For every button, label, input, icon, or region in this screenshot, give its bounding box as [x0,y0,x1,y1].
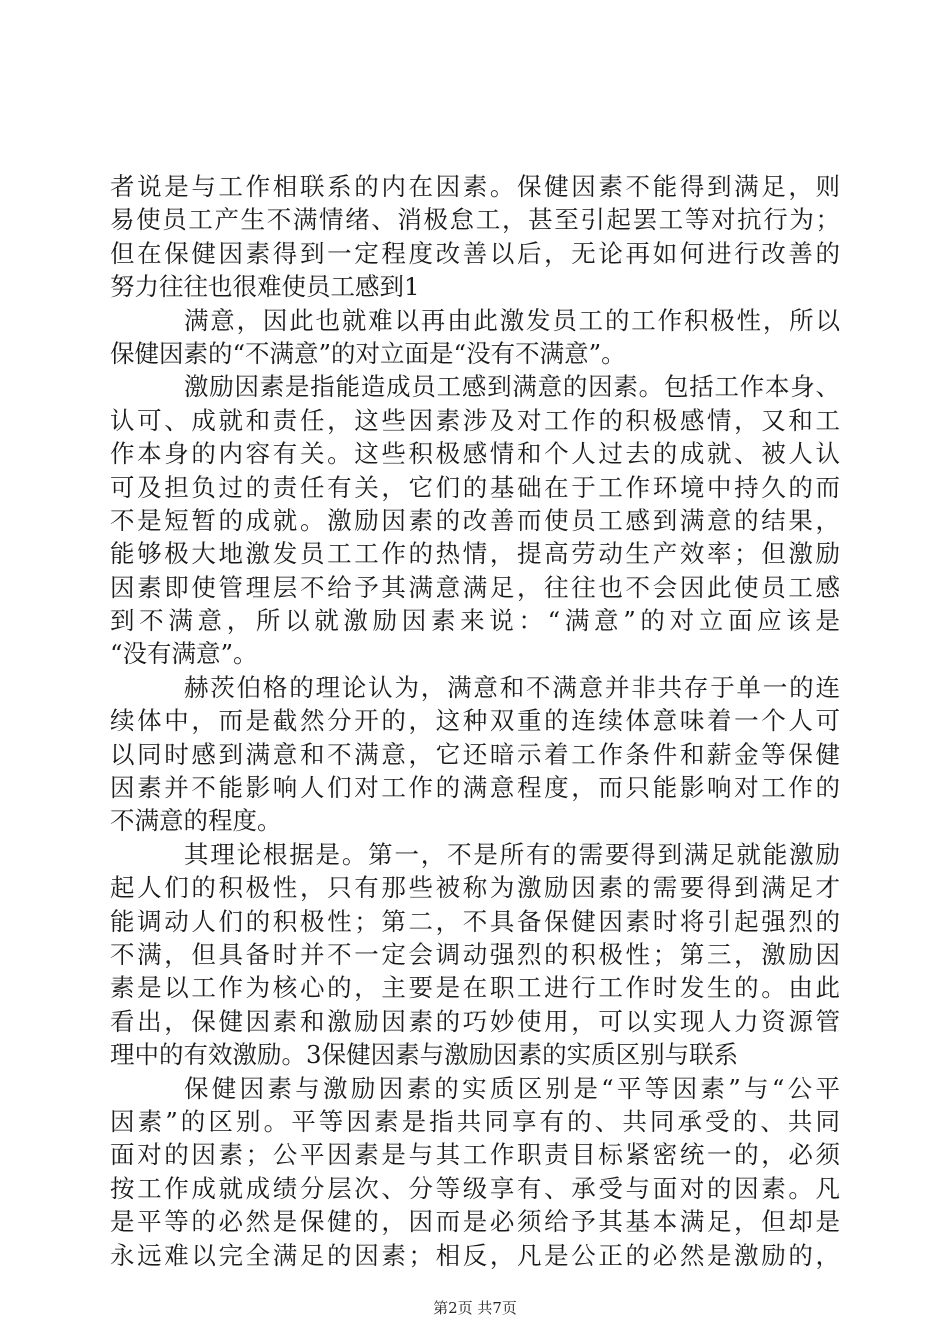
text-line: 激励因素是指能造成员工感到满意的因素。包括工作本身、 [184,372,840,402]
text-line: 其理论根据是。第一，不是所有的需要得到满足就能激励 [184,839,840,869]
text-line: 满意，因此也就难以再由此激发员工的工作积极性，所以 [184,305,840,335]
body-text [110,170,840,1272]
text-line: 以同时感到满意和不满意，它还暗示着工作条件和薪金等保健 [110,739,840,769]
text-line: 素是以工作为核心的，主要是在职工进行工作时发生的。由此 [110,973,840,1003]
text-line: 努力往往也很难使员工感到1 [110,272,420,302]
text-line: 因素”的区别。平等因素是指共同享有的、共同承受的、共同 [110,1106,840,1136]
text-line: 起人们的积极性，只有那些被称为激励因素的需要得到满足才 [110,873,840,903]
text-line: 永远难以完全满足的因素；相反，凡是公正的必然是激励的， [110,1240,840,1270]
text-line: 看出，保健因素和激励因素的巧妙使用，可以实现人力资源管 [110,1006,840,1036]
text-line: 不是短暂的成就。激励因素的改善而使员工感到满意的结果， [110,505,840,535]
text-line: 因素并不能影响人们对工作的满意程度，而只能影响对工作的 [110,773,840,803]
text-line: 保健因素与激励因素的实质区别是“平等因素”与“公平 [184,1073,840,1103]
text-line: 不满，但具备时并不一定会调动强烈的积极性；第三，激励因 [110,939,840,969]
text-line: 是平等的必然是保健的，因而是必须给予其基本满足，但却是 [110,1207,840,1237]
text-line: 作本身的内容有关。这些积极感情和个人过去的成就、被人认 [110,439,840,469]
text-line: 能够极大地激发员工工作的热情，提高劳动生产效率；但激励 [110,539,840,569]
text-line: 能调动人们的积极性；第二，不具备保健因素时将引起强烈的 [110,906,840,936]
text-line: 续体中，而是截然分开的，这种双重的连续体意味着一个人可 [110,706,840,736]
text-line: 按工作成就成绩分层次、分等级享有、承受与面对的因素。凡 [110,1173,840,1203]
text-line: 可及担负过的责任有关，它们的基础在于工作环境中持久的而 [110,472,840,502]
text-line: 不满意的程度。 [110,806,282,836]
text-line: 者说是与工作相联系的内在因素。保健因素不能得到满足，则 [110,172,840,201]
text-line: 认可、成就和责任，这些因素涉及对工作的积极感情，又和工 [110,405,840,435]
text-line: 赫茨伯格的理论认为，满意和不满意并非共存于单一的连 [184,672,840,702]
page-footer: 第2页 共7页 [433,1299,517,1317]
text-line: 到不满意，所以就激励因素来说：“满意”的对立面应该是 [110,606,840,636]
text-line: 保健因素的“不满意”的对立面是“没有不满意”。 [110,338,626,368]
text-line: 面对的因素；公平因素是与其工作职责目标紧密统一的，必须 [110,1140,840,1170]
text-line: “没有满意”。 [110,639,258,669]
text-line: 因素即使管理层不给予其满意满足，往往也不会因此使员工感 [110,572,840,602]
text-line: 理中的有效激励。3保健因素与激励因素的实质区别与联系 [110,1040,739,1070]
text-line: 但在保健因素得到一定程度改善以后，无论再如何进行改善的 [110,238,840,268]
text-line: 易使员工产生不满情绪、消极怠工，甚至引起罢工等对抗行为； [110,205,840,235]
